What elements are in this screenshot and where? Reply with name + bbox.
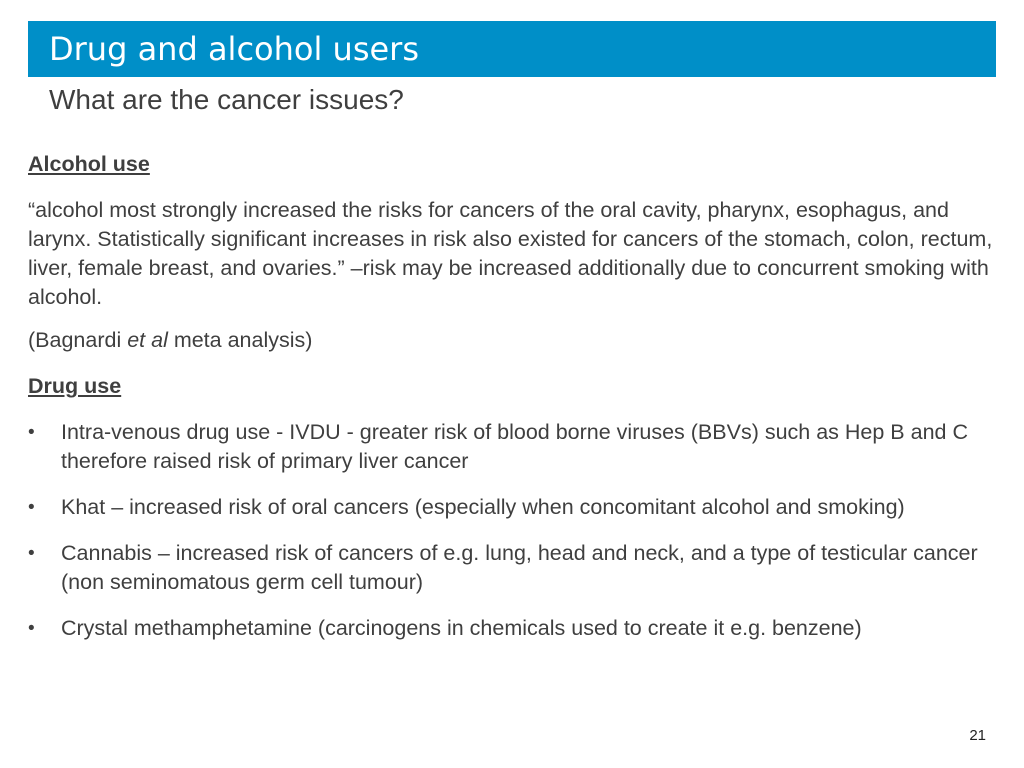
citation-italic: et al xyxy=(127,328,168,352)
alcohol-quote-paragraph: “alcohol most strongly increased the risks for cancers of the oral cavity, pharynx, esophagus, and larynx. Statistically significant increases in risk also existed for cancers of the stomach, colon, rectum, liver, female breast, and ovaries.” –risk may be increased additionally due to concurrent smoking with alcohol. xyxy=(28,198,993,309)
bullet-icon: • xyxy=(28,422,35,443)
page-number: 21 xyxy=(969,727,986,744)
slide-content xyxy=(28,150,994,660)
drug-use-list xyxy=(28,418,994,643)
citation-suffix: meta analysis) xyxy=(167,328,313,352)
list-item-text: Khat – increased risk of oral cancers (especially when concomitant alcohol and smoking) xyxy=(61,495,905,519)
list-item xyxy=(28,418,994,476)
list-item xyxy=(28,493,994,522)
alcohol-use-heading: Alcohol use xyxy=(28,152,150,176)
list-item-text: Crystal methamphetamine (carcinogens in chemicals used to create it e.g. benzene) xyxy=(61,616,862,640)
slide-subtitle: What are the cancer issues? xyxy=(49,84,404,115)
list-item xyxy=(28,614,994,643)
title-bar xyxy=(28,21,996,77)
citation xyxy=(28,326,994,355)
slide-title: Drug and alcohol users xyxy=(49,30,419,68)
list-item-text: Intra-venous drug use - IVDU - greater risk of blood borne viruses (BBVs) such as Hep B and C therefore raised risk of primary liver cancer xyxy=(61,420,968,473)
drug-use-heading: Drug use xyxy=(28,374,122,398)
list-item-text: Cannabis – increased risk of cancers of e.g. lung, head and neck, and a type of testicular cancer (non seminomatous germ cell tumour) xyxy=(61,541,978,594)
citation-prefix: (Bagnardi xyxy=(28,328,128,352)
bullet-icon: • xyxy=(28,543,35,564)
bullet-icon: • xyxy=(28,618,35,639)
list-item xyxy=(28,539,994,597)
bullet-icon: • xyxy=(28,497,35,518)
